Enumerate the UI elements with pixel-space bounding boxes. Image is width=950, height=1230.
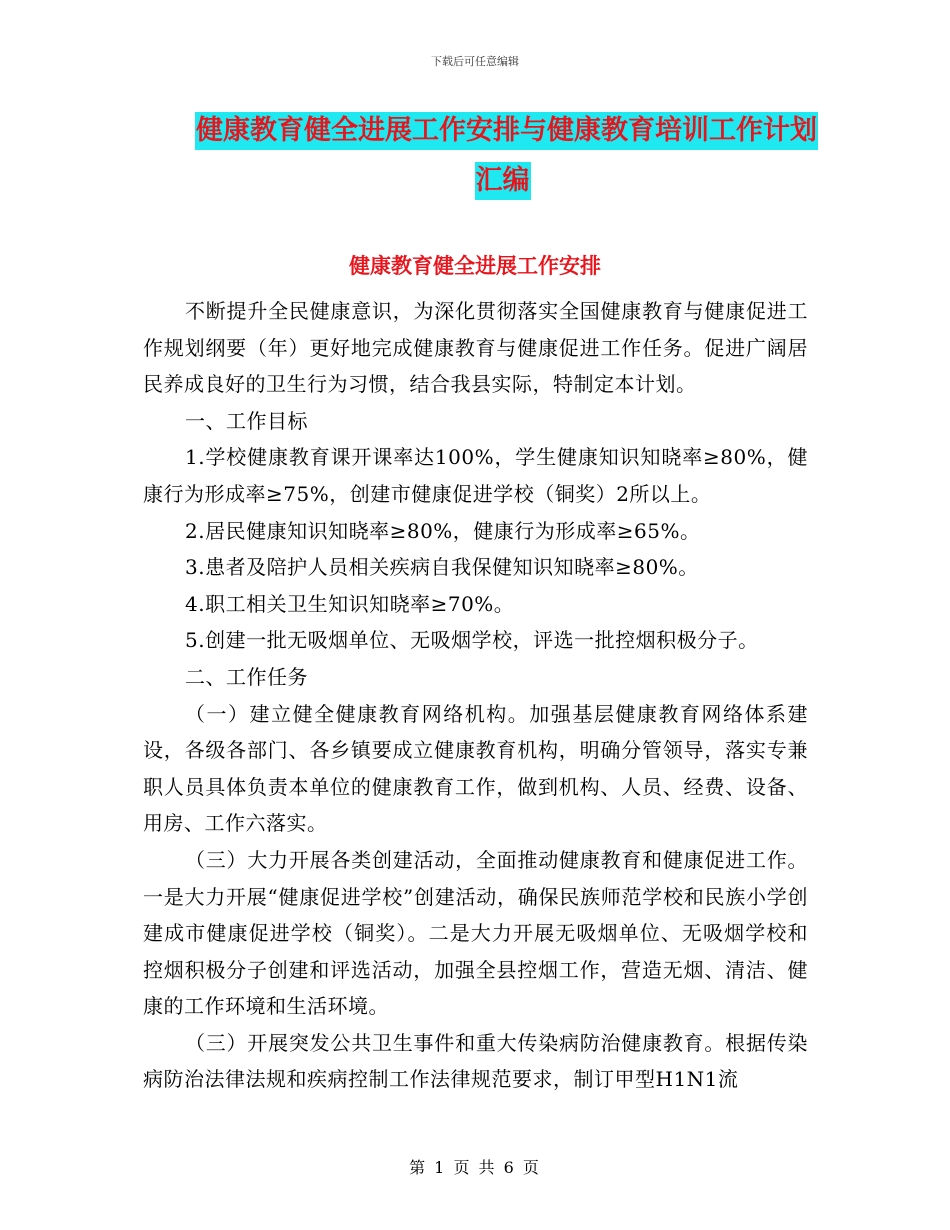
header-note: 下载后可任意编辑: [431, 55, 519, 68]
paragraph: 3.患者及陪护人员相关疾病自我保健知识知晓率≥80%。: [185, 555, 699, 580]
page-footer: 第 1 页 共 6 页: [409, 1158, 541, 1177]
paragraph: （一）建立健全健康教育网络机构。加强基层健康教育网络体系建设，各级各部门、各乡镇要成立健康教育机构，明确分管领导，落实专兼职人员具体负责本单位的健康教育工作，做到机构、人员、经费、设备、用房、工作六落实。: [143, 701, 808, 836]
paragraph: 2.居民健康知识知晓率≥80%，健康行为形成率≥65%。: [185, 518, 701, 543]
paragraph: （三）大力开展各类创建活动，全面推动健康教育和健康促进工作。一是大力开展“健康促进学校”创建活动，确保民族师范学校和民族小学创建成市健康促进学校（铜奖）。二是大力开展无吸烟单位、无吸烟学校和控烟积极分子创建和评选活动，加强全县控烟工作，营造无烟、清洁、健康的工作环境和生活环境。: [143, 847, 808, 1019]
paragraph: 不断提升全民健康意识，为深化贯彻落实全国健康教育与健康促进工作规划纲要（年）更好地完成健康教育与健康促进工作任务。促进广阔居民养成良好的卫生行为习惯，结合我县实际，特制定本计划。: [143, 299, 808, 397]
paragraph: 4.职工相关卫生知识知晓率≥70%。: [185, 591, 515, 616]
title-line-2: 汇编: [475, 162, 531, 200]
paragraph: 5.创建一批无吸烟单位、无吸烟学校，评选一批控烟积极分子。: [185, 628, 759, 653]
paragraph: （三）开展突发公共卫生事件和重大传染病防治健康教育。根据传染病防治法律法规和疾病控制工作法律规范要求，制订甲型H1N1流: [143, 1030, 808, 1092]
paragraph: 一、工作目标: [185, 408, 308, 433]
paragraph: 二、工作任务: [185, 664, 308, 689]
document-title: [195, 112, 817, 200]
title-line-1: 健康教育健全进展工作安排与健康教育培训工作计划: [195, 112, 818, 150]
document-body: [143, 293, 808, 1098]
paragraph: 1.学校健康教育课开课率达100%，学生健康知识知晓率≥80%，健康行为形成率≥75%，创建市健康促进学校（铜奖）2所以上。: [143, 445, 808, 506]
section-subtitle: 健康教育健全进展工作安排: [349, 253, 601, 278]
